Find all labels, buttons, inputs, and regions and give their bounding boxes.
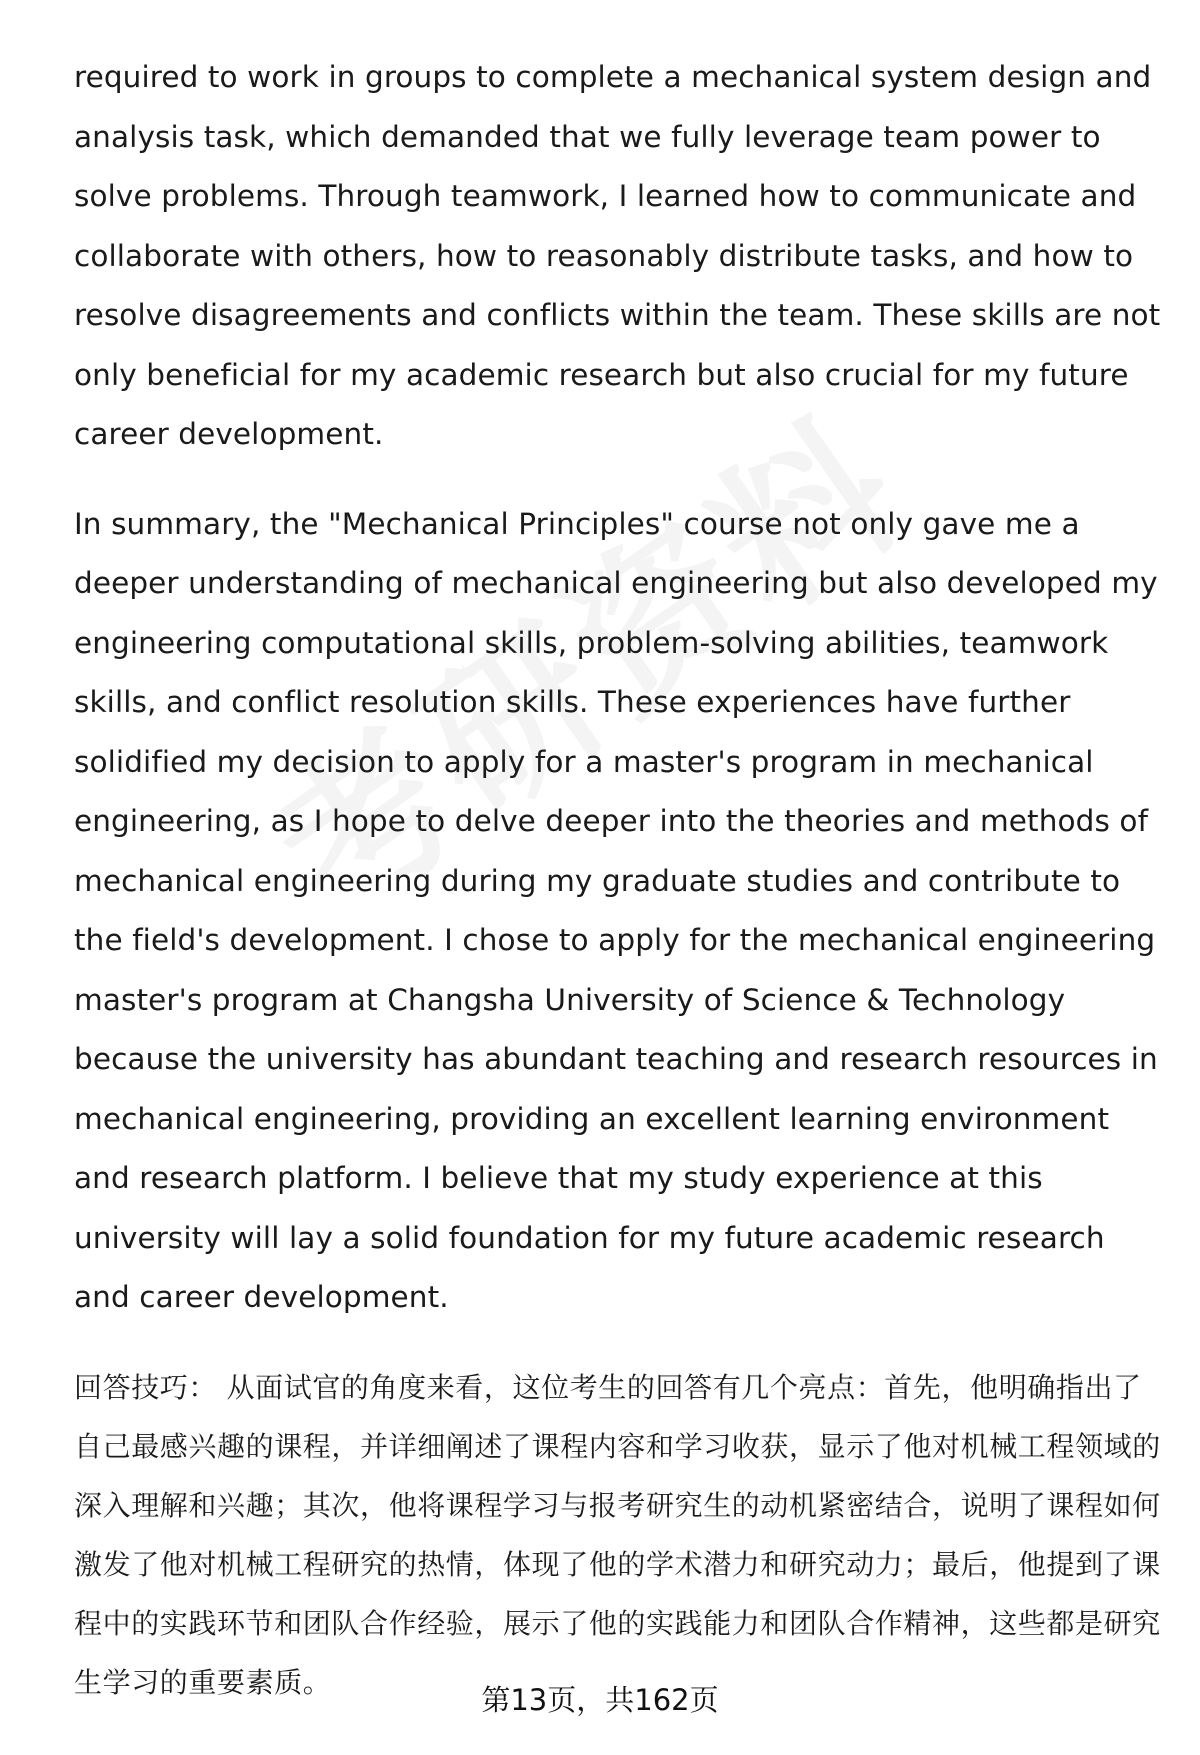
page-number: 第13页，共162页	[481, 1683, 719, 1717]
document-body	[74, 48, 1164, 1712]
paragraph-teamwork: required to work in groups to complete a mechanical system design and analysis task, which demanded that we fully leverage team power to solve problems. Through teamwork, I learned how to communicate and collaborate with others, how to reasonably distribute tasks, and how to resolve disagreements and conflicts within the team. These skills are not only beneficial for my academic research but also crucial for my future career development.	[74, 60, 1161, 451]
paragraph-summary: In summary, the "Mechanical Principles" course not only gave me a deeper understanding of mechanical engineering but also developed my engineering computational skills, problem-solving abilities, teamwork skills, and conflict resolution skills. These experiences have further solidified my decision to apply for a master's program in mechanical engineering, as I hope to delve deeper into the theories and methods of mechanical engineering during my graduate studies and contribute to the field's development. I chose to apply for the mechanical engineering master's program at Changsha University of Science & Technology because the university has abundant teaching and research resources in mechanical engineering, providing an excellent learning environment and research platform. I believe that my study experience at this university will lay a solid foundation for my future academic research and career development.	[74, 506, 1158, 1314]
answer-tips-paragraph: 回答技巧： 从面试官的角度来看，这位考生的回答有几个亮点：首先，他明确指出了自己最感兴趣的课程，并详细阐述了课程内容和学习收获，显示了他对机械工程领域的深入理解和兴趣；其次，他将课程学习与报考研究生的动机紧密结合，说明了课程如何激发了他对机械工程研究的热情，体现了他的学术潜力和研究动力；最后，他提到了课程中的实践环节和团队合作经验，展示了他的实践能力和团队合作精神，这些都是研究生学习的重要素质。	[74, 1370, 1161, 1699]
